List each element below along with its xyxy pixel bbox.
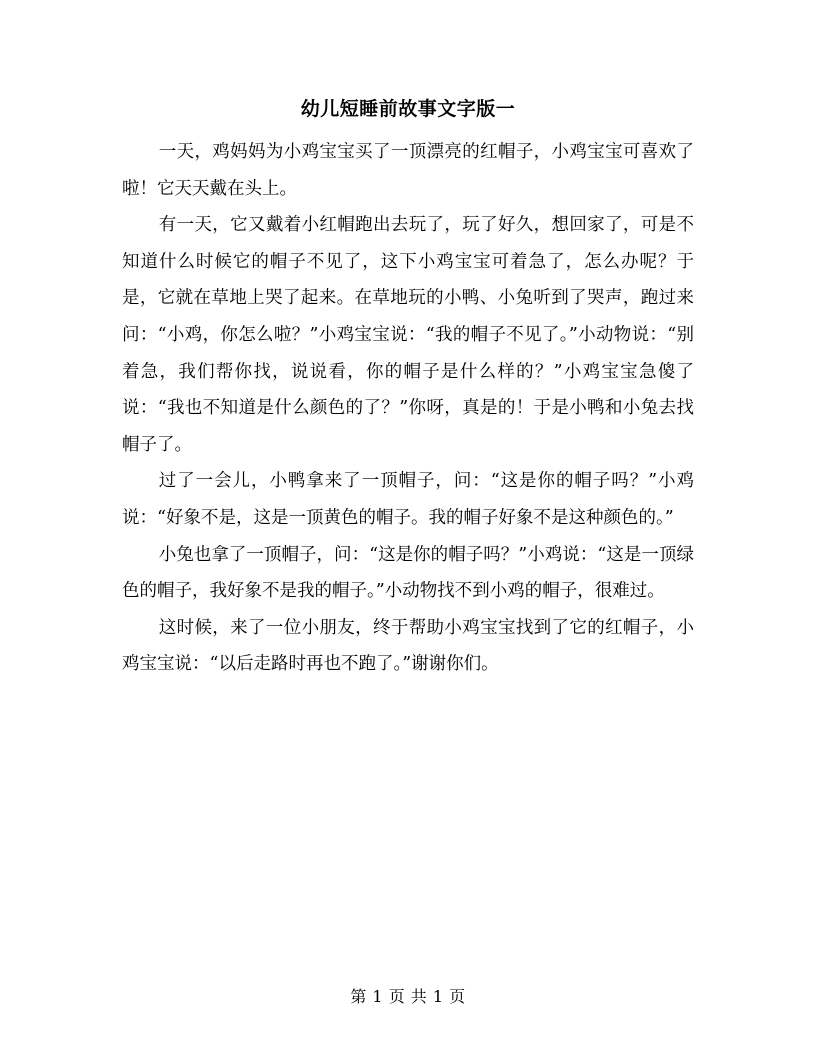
- page-footer: [0, 986, 816, 1008]
- story-paragraph-3: 过了一会儿，小鸭拿来了一顶帽子，问：“这是你的帽子吗？”小鸡说：“好象不是，这是一顶黄色的帽子。我的帽子好象不是这种颜色的。”: [122, 471, 694, 528]
- document-title: 幼儿短睡前故事文字版一: [300, 98, 516, 120]
- story-paragraph-2: 有一天，它又戴着小红帽跑出去玩了，玩了好久，想回家了，可是不知道什么时候它的帽子不见了，这下小鸡宝宝可着急了，怎么办呢？于是，它就在草地上哭了起来。在草地玩的小鸭、小兔听到了哭声，跑过来问：“小鸡，你怎么啦？”小鸡宝宝说：“我的帽子不见了。”小动物说：“别着急，我们帮你找，说说看，你的帽子是什么样的？”小鸡宝宝急傻了说：“我也不知道是什么颜色的了？”你呀，真是的！于是小鸭和小兔去找帽子了。: [122, 215, 694, 455]
- story-paragraph-4: 小兔也拿了一顶帽子，问：“这是你的帽子吗？”小鸡说：“这是一顶绿色的帽子，我好象不是我的帽子。”小动物找不到小鸡的帽子，很难过。: [122, 544, 694, 602]
- story-paragraph-1: 一天，鸡妈妈为小鸡宝宝买了一顶漂亮的红帽子，小鸡宝宝可喜欢了啦！它天天戴在头上。: [122, 142, 694, 199]
- story-paragraph-5: 这时候，来了一位小朋友，终于帮助小鸡宝宝找到了它的红帽子，小鸡宝宝说：“以后走路时再也不跑了。”谢谢你们。: [122, 617, 694, 675]
- page-number-label: 第 1 页 共 1 页: [350, 987, 466, 1006]
- story-body: [122, 134, 694, 683]
